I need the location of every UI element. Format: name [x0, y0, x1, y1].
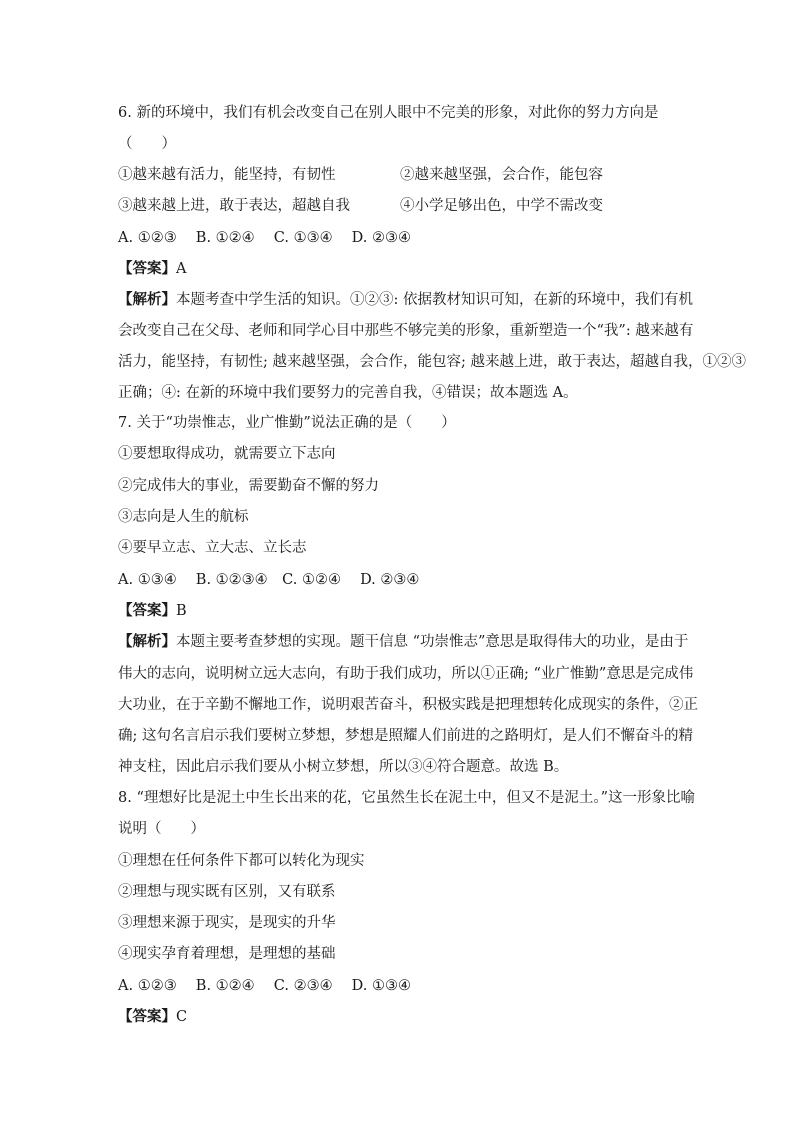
- q8-option-1: ①理想在任何条件下都可以转化为现实: [118, 853, 365, 869]
- q7-analysis-line-5: 神支柱，因此启示我们要从小树立梦想，所以③④符合题意。故选 B。: [118, 759, 569, 775]
- q8-option-3: ③理想来源于现实，是现实的升华: [118, 915, 336, 931]
- q7-option-4: ④要早立志、立大志、立长志: [118, 540, 307, 556]
- q7-answer: [118, 601, 187, 621]
- q6-analysis-line-4: 正确；④: 在新的环境中我们要努力的完善自我，④错误；故本题选 A。: [118, 385, 578, 401]
- q6-option-1: ①越来越有活力，能坚持，有韧性: [118, 167, 336, 183]
- q6-option-2: ②越来越坚强，会合作，能包容: [400, 167, 603, 183]
- q7-stem: 7. 关于“功崇惟志，业广惟勤”说法正确的是（ ）: [118, 415, 456, 431]
- q8-answer: [118, 1007, 187, 1027]
- q7-analysis-line-4: 确; 这句名言启示我们要树立梦想，梦想是照耀人们前进的之路明灯，是人们不懈奋斗的精: [118, 728, 693, 744]
- q8-option-4: ④现实孕育着理想，是理想的基础: [118, 946, 336, 962]
- q7-choices: A. ①③④ B. ①②③④ C. ①②④ D. ②③④: [118, 572, 420, 588]
- q8-stem-line-2: 说明（ ）: [118, 821, 205, 837]
- q8-option-2: ②理想与现实既有区别，又有联系: [118, 884, 336, 900]
- q6-analysis-line-3: 活力，能坚持，有韧性; 越来越坚强，会合作，能包容; 越来越上进，敢于表达，超越自我，①②③: [118, 354, 746, 370]
- answer-value: A: [176, 261, 187, 277]
- analysis-text: 本题考查中学生活的知识。①②③: 依据教材知识可知，在新的环境中，我们有机: [176, 292, 693, 308]
- answer-label: 【答案】: [118, 1008, 176, 1025]
- q6-option-3: ③越来越上进，敢于表达，超越自我: [118, 198, 350, 214]
- q6-answer: [118, 259, 186, 279]
- q6-paren: （ ）: [118, 136, 176, 152]
- q7-analysis-line-2: 伟大的志向，说明树立远大志向，有助于我们成功，所以①正确; “业广惟勤”意思是完成伟: [118, 666, 694, 682]
- q7-option-2: ②完成伟大的事业，需要勤奋不懈的努力: [118, 478, 379, 494]
- q6-stem: 6. 新的环境中，我们有机会改变自己在别人眼中不完美的形象，对此你的努力方向是: [118, 105, 659, 121]
- answer-label: 【答案】: [118, 602, 176, 619]
- q6-analysis-line-2: 会改变自己在父母、老师和同学心目中那些不够完美的形象，重新塑造一个“我”: 越来越有: [118, 323, 694, 339]
- q7-option-1: ①要想取得成功，就需要立下志向: [118, 446, 336, 462]
- analysis-label: 【解析】: [118, 633, 176, 650]
- analysis-text: 本题主要考查梦想的实现。题干信息 “功崇惟志”意思是取得伟大的功业，是由于: [176, 634, 689, 650]
- q6-analysis-line-1: [118, 290, 693, 310]
- q7-analysis-line-1: [118, 632, 688, 652]
- answer-value: C: [176, 1009, 188, 1025]
- answer-label: 【答案】: [118, 260, 176, 277]
- q8-stem-line-1: 8. “理想好比是泥土中生长出来的花，它虽然生长在泥土中，但又不是泥土。”这一形象比喻: [118, 790, 696, 806]
- answer-value: B: [176, 603, 187, 619]
- q7-analysis-line-3: 大功业，在于辛勤不懈地工作，说明艰苦奋斗，积极实践是把理想转化成现实的条件，②正: [118, 697, 698, 713]
- q8-choices: A. ①②③ B. ①②④ C. ②③④ D. ①③④: [118, 978, 412, 994]
- q7-option-3: ③志向是人生的航标: [118, 509, 249, 525]
- q6-choices: A. ①②③ B. ①②④ C. ①③④ D. ②③④: [118, 230, 412, 246]
- q6-option-4: ④小学足够出色，中学不需改变: [400, 198, 603, 214]
- analysis-label: 【解析】: [118, 291, 176, 308]
